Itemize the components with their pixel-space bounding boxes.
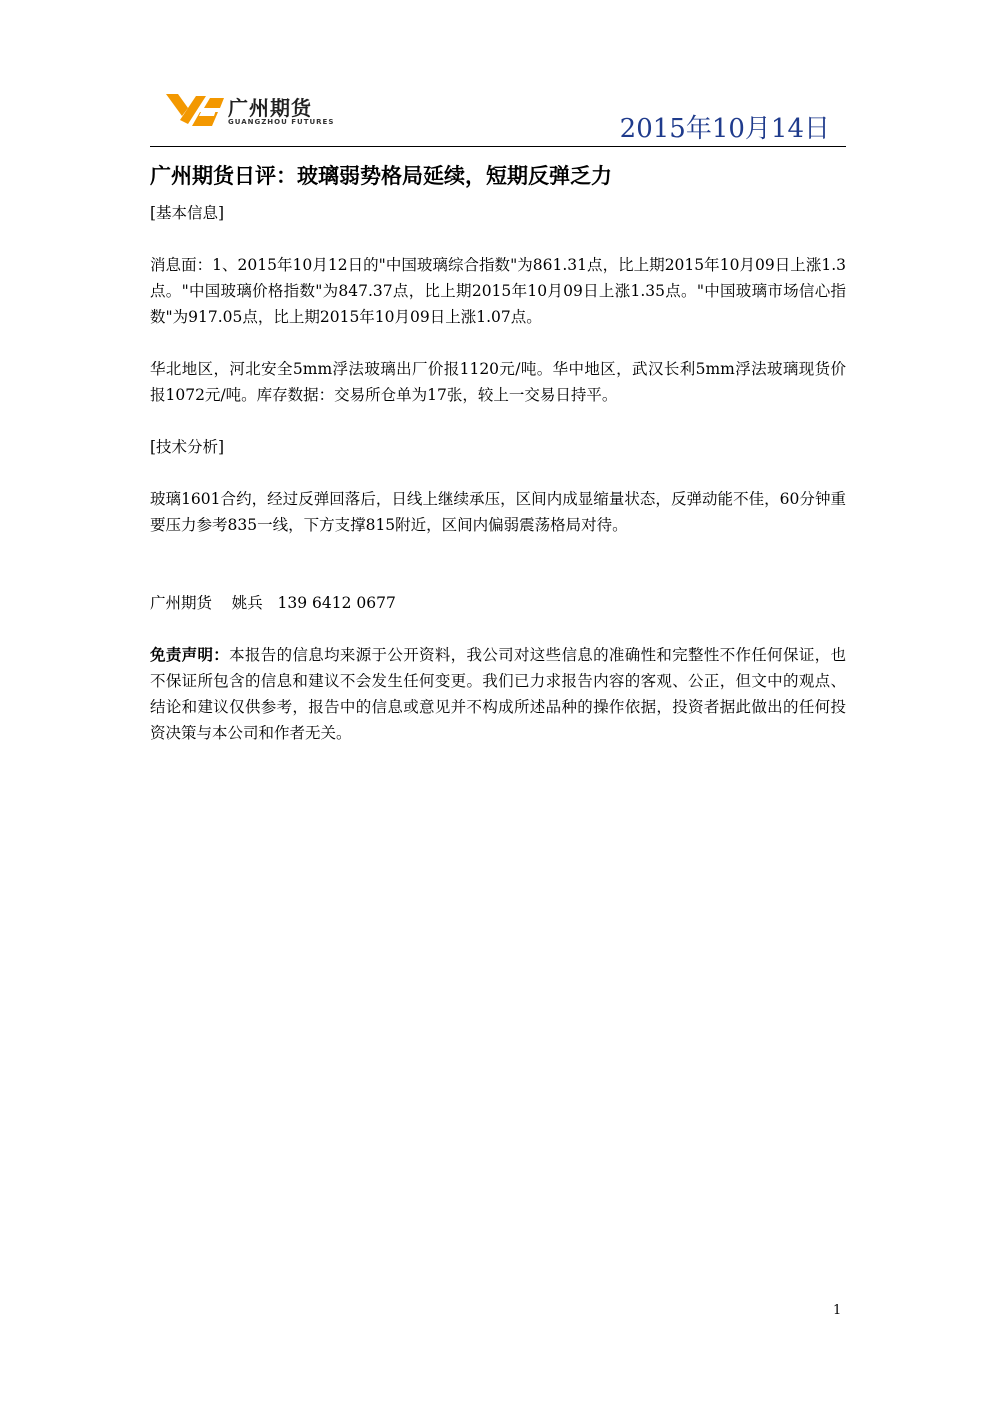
contact-phone: 139 6412 0677 bbox=[277, 594, 396, 612]
report-date: 2015年10月14日 bbox=[619, 114, 830, 144]
contact-company: 广州期货 bbox=[150, 594, 213, 612]
page-header bbox=[150, 84, 846, 147]
page-number: 1 bbox=[833, 1303, 842, 1318]
contact-line bbox=[150, 590, 396, 616]
section-label-basic-info: [基本信息] bbox=[150, 204, 225, 222]
logo-english-name: GUANGZHOU FUTURES bbox=[228, 118, 335, 126]
contact-name: 姚兵 bbox=[231, 594, 263, 612]
disclaimer-label: 免责声明： bbox=[150, 646, 230, 664]
disclaimer-paragraph bbox=[150, 642, 846, 746]
logo-chinese-name: 广州期货 bbox=[228, 96, 312, 120]
section-label-technical-analysis: [技术分析] bbox=[150, 438, 225, 456]
spot-price-paragraph: 华北地区，河北安全5mm浮法玻璃出厂价报1120元/吨。华中地区，武汉长利5mm浮法玻璃现货价报1072元/吨。库存数据：交易所仓单为17张，较上一交易日持平。 bbox=[150, 360, 846, 404]
news-paragraph: 消息面：1、2015年10月12日的"中国玻璃综合指数"为861.31点，比上期2015年10月09日上涨1.3点。"中国玻璃价格指数"为847.37点，比上期2015年10月09日上涨1.35点。"中国玻璃市场信心指数"为917.05点，比上期2015年10月09日上涨1.07点。 bbox=[150, 256, 846, 326]
disclaimer-text: 本报告的信息均来源于公开资料，我公司对这些信息的准确性和完整性不作任何保证，也不保证所包含的信息和建议不会发生任何变更。我们已力求报告内容的客观、公正，但文中的观点、结论和建议仅供参考，报告中的信息或意见并不构成所述品种的操作依据，投资者据此做出的任何投资决策与本公司和作者无关。 bbox=[150, 646, 846, 742]
company-logo bbox=[166, 90, 346, 130]
logo-mark-icon bbox=[166, 90, 224, 130]
report-title: 广州期货日评：玻璃弱势格局延续，短期反弹乏力 bbox=[150, 164, 612, 188]
analysis-paragraph: 玻璃1601合约，经过反弹回落后，日线上继续承压，区间内成显缩量状态，反弹动能不佳，60分钟重要压力参考835一线，下方支撑815附近，区间内偏弱震荡格局对待。 bbox=[150, 490, 846, 534]
